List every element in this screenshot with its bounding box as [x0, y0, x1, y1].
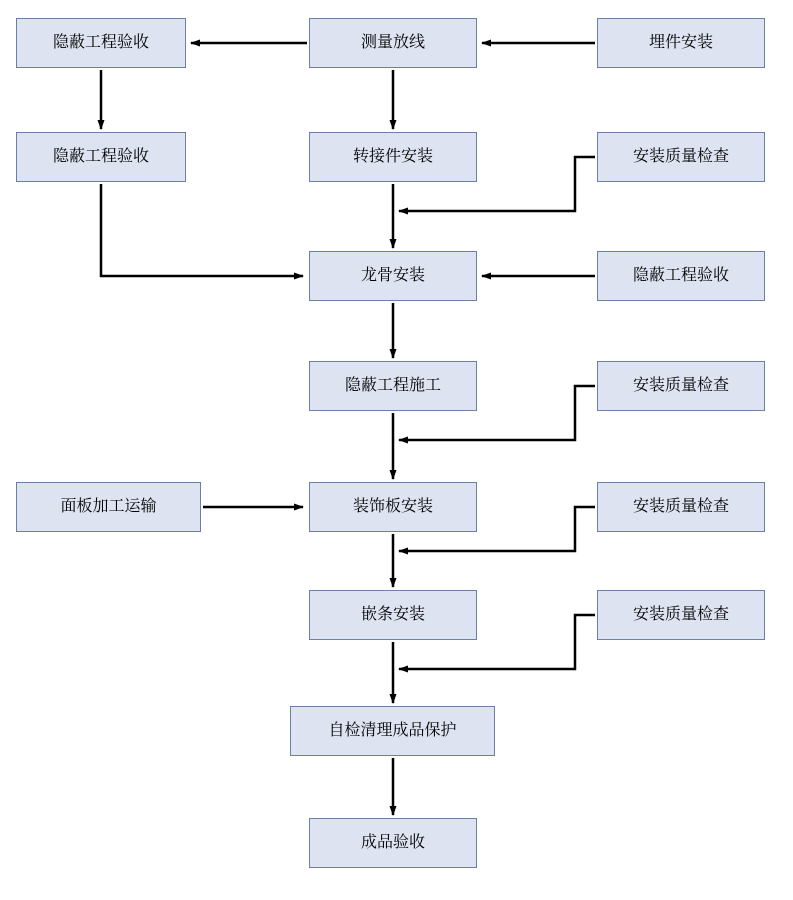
node-label: 装饰板安装	[352, 498, 433, 516]
node-label: 安装质量检查	[632, 148, 729, 166]
node-label: 隐蔽工程施工	[344, 377, 441, 395]
node-label: 转接件安装	[352, 148, 433, 166]
node-yinbi-gongcheng-shigong[interactable]	[309, 361, 477, 411]
node-zhuanjiejian-anzhuang[interactable]	[309, 132, 477, 182]
node-yinbi-gongcheng-yanshou-3[interactable]	[597, 251, 765, 301]
node-label: 嵌条安装	[360, 606, 425, 624]
node-label: 成品验收	[360, 834, 425, 852]
node-label: 隐蔽工程验收	[52, 148, 149, 166]
node-zijian-qingli-chengpin-baohu[interactable]	[290, 706, 495, 756]
node-label: 安装质量检查	[632, 498, 729, 516]
node-label: 隐蔽工程验收	[632, 267, 729, 285]
node-anzhuang-zhiliang-jiancha-4[interactable]	[597, 590, 765, 640]
node-label: 龙骨安装	[360, 267, 425, 285]
node-label: 安装质量检查	[632, 606, 729, 624]
node-mianban-jiagong-yunshu[interactable]	[16, 482, 201, 532]
node-celiang-fangxian[interactable]	[309, 18, 477, 68]
edge-yinbi2-to-longgu	[101, 184, 303, 276]
node-label: 隐蔽工程验收	[52, 34, 149, 52]
node-chengpin-yanshou[interactable]	[309, 818, 477, 868]
node-label: 安装质量检查	[632, 377, 729, 395]
node-label: 自检清理成品保护	[328, 722, 457, 740]
node-label: 埋件安装	[648, 34, 713, 52]
node-maijian-anzhuang[interactable]	[597, 18, 765, 68]
node-longgu-anzhuang[interactable]	[309, 251, 477, 301]
node-qiantiao-anzhuang[interactable]	[309, 590, 477, 640]
node-yinbi-gongcheng-yanshou-2[interactable]	[16, 132, 186, 182]
node-yinbi-gongcheng-yanshou-1[interactable]	[16, 18, 186, 68]
node-anzhuang-zhiliang-jiancha-2[interactable]	[597, 361, 765, 411]
node-anzhuang-zhiliang-jiancha-3[interactable]	[597, 482, 765, 532]
node-zhuangshiban-anzhuang[interactable]	[309, 482, 477, 532]
node-label: 测量放线	[360, 34, 425, 52]
node-anzhuang-zhiliang-jiancha-1[interactable]	[597, 132, 765, 182]
node-label: 面板加工运输	[60, 498, 157, 516]
